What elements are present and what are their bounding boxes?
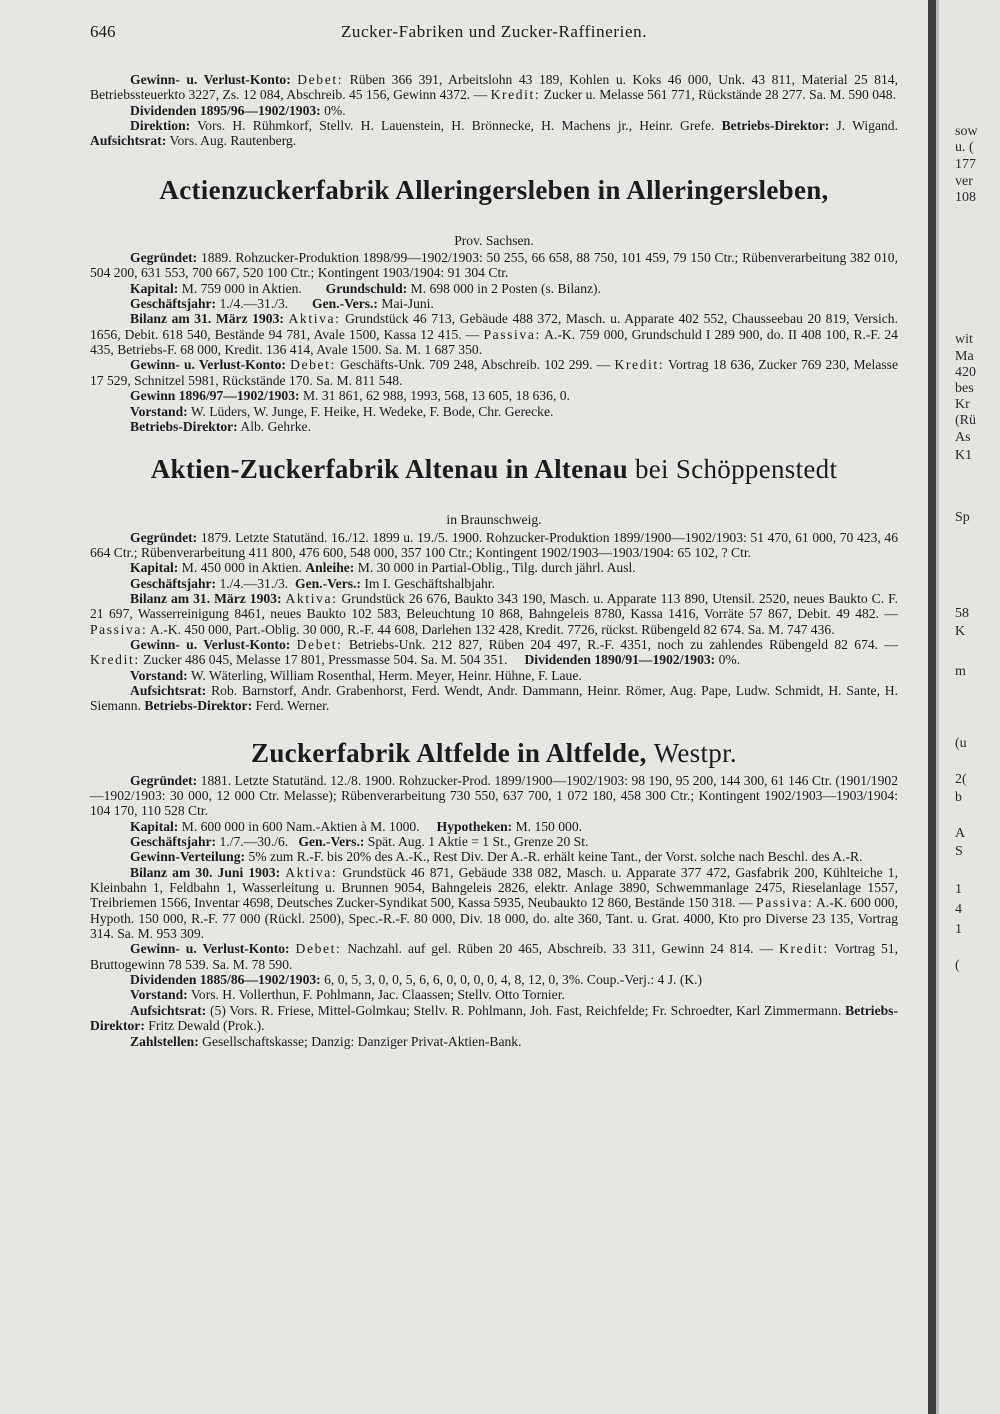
company-title: Zuckerfabrik Altfelde in Altfelde, Westpr. (251, 737, 737, 768)
company-location: in Braunschweig. (446, 512, 542, 528)
gegruendet-paragraph: Gegründet: 1889. Rohzucker-Produktion 1898/99—1902/1903: 50 255, 66 658, 88 750, 101 459, 79 150 Ctr.; Rübenverarbeitung 382 010, 504 200, 631 553, 700 667, 520 100 Ctr.; Kontingent 1903/1904: 91 304 Ctr. (90, 250, 898, 281)
company-entry-alleringersleben (90, 175, 898, 434)
fragment-text: ( (955, 958, 960, 973)
page-number: 646 (90, 22, 116, 41)
fragment-text: 2( (955, 772, 967, 787)
geschaeftsjahr-paragraph: Geschäftsjahr: 1./4.—31./3. Gen.-Vers.: Mai-Juni. (130, 296, 434, 312)
aufsichtsrat-paragraph: Aufsichtsrat: Rob. Barnstorf, Andr. Grabenhorst, Ferd. Wendt, Andr. Dammann, Heinr. Römer, Aug. Pape, Ludw. Schmidt, H. Sante, H. Siemann. Betriebs-Direktor: Ferd. Werner. (90, 682, 898, 714)
fragment-text: Sp (955, 510, 970, 525)
fragment-text: 177 (955, 157, 976, 172)
fragment-text: bes (955, 381, 974, 396)
zahlstellen-paragraph: Zahlstellen: Gesellschaftskasse; Danzig: Danziger Privat-Aktien-Bank. (130, 1033, 522, 1049)
betriebsdirektor-paragraph: Betriebs-Direktor: Alb. Gehrke. (130, 418, 311, 434)
direktion-paragraph: Direktion: Vors. H. Rühmkorf, Stellv. H. Lauenstein, H. Brönnecke, H. Machens jr., Heinr. Grefe. Betriebs-Direktor: J. Wigand. Aufsichtsrat: Vors. Aug. Rautenberg. (90, 118, 898, 149)
vorstand-paragraph: Vorstand: W. Lüders, W. Junge, F. Heike, H. Wedeke, F. Bode, Chr. Gerecke. (130, 403, 554, 419)
vorstand-paragraph: Vorstand: W. Wäterling, William Rosenthal, Herm. Meyer, Heinr. Hühne, F. Laue. (130, 667, 582, 683)
vorstand-paragraph: Vorstand: Vors. H. Vollerthun, F. Pohlmann, Jac. Claassen; Stellv. Otto Tornier. (130, 987, 565, 1003)
company-title: Aktien-Zuckerfabrik Altenau in Altenau bei Schöppenstedt (150, 454, 838, 485)
bilanz-paragraph: Bilanz am 31. März 1903: Aktiva: Grundstück 26 676, Baukto 343 190, Masch. u. Apparate 113 890, Utensil. 2520, neues Baukto C. F. 21 697, Wasserreinigung 8461, neues Baukto 102 583, Beleuchtung 10 868, Bahngeleis 8780, Kassa 1416, Vorräte 57 867, Debit. 49 482. — Passiva: A.-K. 450 000, Part.-Oblig. 30 000, R.-F. 44 608, Darlehen 132 428, Kredit. 7726, rückst. Rübengeld 82 674. Sa. M. 747 436. (90, 590, 898, 637)
bilanz-paragraph: Bilanz am 30. Juni 1903: Aktiva: Grundstück 46 871, Gebäude 338 082, Masch. u. Apparate 377 472, Gasfabrik 200, Kühlteiche 1, Kleinbahn 1, Feldbahn 1, Wasserleitung u. Brunnen 9054, Bahngeleis 2826, elektr. Anlage 3890, Schwemmanlage 2475, Rieselanlage 1557, Treibriemen 1566, Inventar 4698, Deutsches Zucker-Syndikat 500, Kassa 5935, Neubaukto 12 860, Bestände 150 318. — Passiva: A.-K. 600 000, Hypoth. 150 000, R.-F. 77 000 (Rückl. 2500), Spec.-R.-F. 80 000, Div. 18 000, do. alte 360, Tant. u. Grat. 4000, Kto pro Diverse 23 135, Vortrag 314. Sa. M. 953 309. (90, 864, 898, 942)
fragment-text: S (955, 844, 963, 859)
company-location: Prov. Sachsen. (454, 232, 534, 248)
fragment-text: 4 (955, 902, 962, 917)
guv-paragraph: Gewinn- u. Verlust-Konto: Debet: Geschäfts-Unk. 709 248, Abschreib. 102 299. — Kredit: Vortrag 18 636, Zucker 769 230, Melasse 17 529, Schnitzel 5981, Rückstände 170. Sa. M. 811 548. (90, 357, 898, 388)
kapital-paragraph: Kapital: M. 759 000 in Aktien. Grundschuld: M. 698 000 in 2 Posten (s. Bilanz). (130, 280, 601, 296)
fragment-text: wit (955, 332, 973, 347)
fragment-text: 58 (955, 606, 969, 621)
gv-konto-paragraph: Gewinn- u. Verlust-Konto: Debet: Rüben 366 391, Arbeitslohn 43 189, Kohlen u. Koks 46 000, Unk. 43 811, Material 25 814, Betriebssteuerkto 3227, Zs. 12 084, Abschreib. 45 156, Gewinn 4372. — Kredit: Zucker u. Melasse 561 771, Rückstände 28 277. Sa. M. 590 048. (90, 72, 898, 103)
running-title: Zucker-Fabriken und Zucker-Raffinerien. (340, 22, 648, 41)
fragment-text: (Rü (955, 413, 976, 428)
fragment-text: K (955, 624, 966, 639)
company-title: Actienzuckerfabrik Alleringersleben in Alleringersleben, (159, 174, 829, 205)
gewinn-paragraph: Gewinn 1896/97—1902/1903: M. 31 861, 62 988, 1993, 568, 13 605, 18 636, 0. (130, 388, 570, 404)
fragment-text: u. ( (955, 140, 974, 155)
fragment-text: m (955, 664, 966, 679)
fragment-text: A (955, 826, 966, 841)
gegruendet-paragraph: Gegründet: 1879. Letzte Statutänd. 16./12. 1899 u. 19./5. 1900. Rohzucker-Produktion 1899/1900—1902/1903: 51 470, 61 000, 70 423, 46 664 Ctr.; Rübenverarbeitung 411 800, 476 600, 548 000, 357 100 Ctr.; Kontingent 1902/1903—1903/1904: 65 102, ? Ctr. (90, 529, 898, 560)
fragment-text: 1 (955, 922, 962, 937)
page-content (90, 72, 898, 1049)
gegruendet-paragraph: Gegründet: 1881. Letzte Statutänd. 12./8. 1900. Rohzucker-Prod. 1899/1900—1902/1903: 98 190, 95 200, 144 300, 61 146 Ctr. (1901/1902—1902/1903: 30 000, 12 000 Ctr. Melasse); Rübenverarbeitung 730 550, 637 700, 1 072 180, 458 300 Ctr.; Kontingent 1902/1903—1903/1904: 104 170, 110 528 Ctr. (90, 772, 898, 819)
fragment-text: 1 (955, 882, 962, 897)
fragment-text: (u (955, 736, 967, 751)
company-entry-altenau (90, 454, 898, 713)
fragment-text: ver (955, 174, 973, 189)
fragment-text: K1 (955, 448, 973, 463)
book-gutter (928, 0, 936, 1414)
geschaeftsjahr-paragraph: Geschäftsjahr: 1./4.—31./3. Gen.-Vers.: Im I. Geschäftshalbjahr. (130, 575, 495, 591)
fragment-text: b (955, 790, 962, 805)
dividenden-paragraph: Dividenden 1885/86—1902/1903: 6, 0, 5, 3, 0, 0, 5, 6, 6, 0, 0, 0, 0, 4, 8, 12, 0, 3%. Coup.-Verj.: 4 J. (K.) (130, 972, 703, 988)
previous-entry-continuation (90, 72, 898, 149)
company-entry-altfelde (90, 738, 898, 1049)
fragment-text: 420 (955, 365, 976, 380)
fragment-text: As (955, 430, 971, 445)
fragment-text: 108 (955, 190, 976, 205)
fragment-text: sow (955, 124, 978, 139)
kapital-paragraph: Kapital: M. 600 000 in 600 Nam.-Aktien à M. 1000. Hypotheken: M. 150 000. (130, 818, 583, 834)
gewinnverteilung-paragraph: Gewinn-Verteilung: 5% zum R.-F. bis 20% des A.-K., Rest Div. Der A.-R. erhält keine Tant., der Vorst. solche nach Beschl. des A.-R. (130, 849, 863, 865)
guv-paragraph: Gewinn- u. Verlust-Konto: Debet: Betriebs-Unk. 212 827, Rüben 204 497, R.-F. 4351, noch zu zahlendes Rübengeld 82 674. — Kredit: Zucker 486 045, Melasse 17 801, Pressmasse 504. Sa. M. 504 351. Dividenden 1890/91—1902/1903: 0%. (90, 636, 898, 668)
geschaeftsjahr-paragraph: Geschäftsjahr: 1./7.—30./6. Gen.-Vers.: Spät. Aug. 1 Aktie = 1 St., Grenze 20 St. (130, 834, 589, 850)
kapital-paragraph: Kapital: M. 450 000 in Aktien. Anleihe: M. 30 000 in Partial-Oblig., Tilg. durch jährl. Ausl. (130, 560, 636, 576)
aufsichtsrat-paragraph: Aufsichtsrat: (5) Vors. R. Friese, Mittel-Golmkau; Stellv. R. Pohlmann, Joh. Fast, Reichfelde; Fr. Schroedter, Karl Zimmermann. Betriebs-Direktor: Fritz Dewald (Prok.). (90, 1002, 898, 1034)
fragment-text: Ma (955, 349, 974, 364)
page-header (90, 22, 898, 46)
bilanz-paragraph: Bilanz am 31. März 1903: Aktiva: Grundstück 46 713, Gebäude 488 372, Masch. u. Apparate 402 552, Chausseebau 20 819, Versich. 1656, Debit. 618 540, Bestände 94 781, Avale 1500, Kassa 12 415. — Passiva: A.-K. 759 000, Grundschuld I 289 900, do. II 408 100, R.-F. 24 435, Betriebs-F. 68 000, Kredit. 136 414, Avale 1500. Sa. M. 1 687 350. (90, 311, 898, 358)
facing-page-fragment (939, 0, 1000, 1414)
fragment-text: Kr (955, 397, 970, 412)
guv-paragraph: Gewinn- u. Verlust-Konto: Debet: Nachzahl. auf gel. Rüben 20 465, Abschreib. 33 311, Gewinn 24 814. — Kredit: Vortrag 51, Bruttogewinn 78 539. Sa. M. 78 590. (90, 941, 898, 972)
dividenden-paragraph: Dividenden 1895/96—1902/1903: 0%. (130, 102, 346, 118)
